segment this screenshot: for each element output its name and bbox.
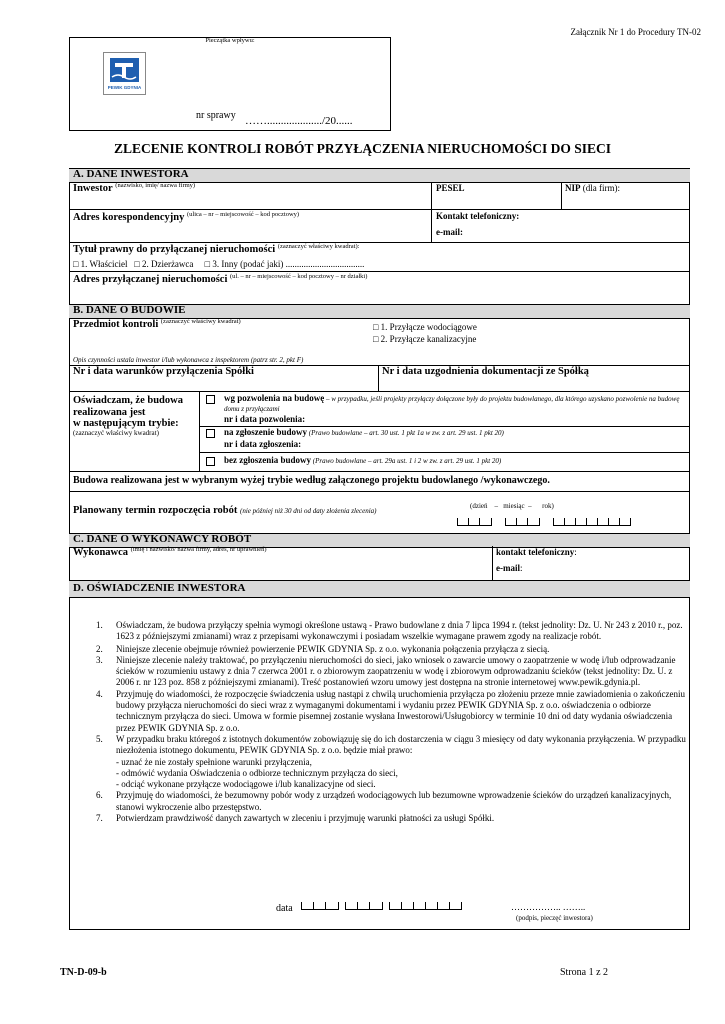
item-text: Oświadczam, że budowa przyłączy spełnia wymogi określone ustawą - Prawo budowlane z dnia 7 lipca 1994 r. (tekst jednolity: Dz. U. Nr 243 z 2010 r., poz. 1623 z późniejszymi zmianami) wraz z przepisami wykonawczymi i posiadam wszelkie wymagane prawem zgody na realizacje robót. — [116, 620, 683, 642]
notice-number-field[interactable]: nr i data zgłoszenia: — [224, 439, 302, 449]
signature-date-label: data — [276, 903, 293, 914]
option-lease[interactable]: □ 2. Dzierżawca — [134, 259, 194, 269]
contractor-field[interactable] — [73, 547, 267, 558]
permit-number-field[interactable]: nr i data pozwolenia: — [224, 414, 306, 424]
mode-notice-hint: (Prawo budowlane – art. 30 ust. 1 pkt 1a w zw. z art. 29 ust. 1 pkt 20) — [307, 429, 504, 437]
stamp-label: Pieczątka wpływu: — [205, 37, 255, 44]
item-number: 1. — [96, 620, 103, 630]
option-water-connection[interactable]: □ 1. Przyłącze wodociągowe — [373, 322, 477, 332]
declaration-subitem — [96, 768, 686, 779]
receipt-stamp-box — [69, 37, 391, 131]
inspection-subject-hint: (zaznaczyć właściwy kwadrat) — [160, 318, 241, 325]
nip-label: NIP — [565, 183, 581, 193]
contractor-phone-label: kontakt telefoniczny — [496, 547, 575, 557]
section-c-title: C. DANE O WYKONAWCY ROBÓT — [73, 533, 252, 545]
option-other[interactable]: □ 3. Inny (podać jaki) ................................... — [204, 259, 365, 269]
pesel-label: PESEL — [436, 183, 465, 193]
contractor-phone-colon: : — [574, 547, 577, 557]
contractor-email-field[interactable] — [496, 563, 523, 573]
option-owner[interactable]: □ 1. Właściciel — [73, 259, 128, 269]
nip-field[interactable] — [565, 183, 620, 193]
mode-building-permit[interactable] — [206, 393, 684, 424]
item-text: - odciąć wykonane przyłącze wodociągowe i/lub kanalizacyjne od sieci. — [116, 779, 376, 790]
declaration-item — [96, 644, 686, 655]
page-number: Strona 1 z 2 — [560, 967, 609, 978]
construction-mode-line-1: Oświadczam, że budowa — [73, 395, 183, 406]
email-label[interactable]: e-mail: — [436, 227, 463, 237]
option-sewer-connection[interactable]: □ 2. Przyłącze kanalizacyjne — [373, 334, 477, 344]
item-text: - odmówić wydania Oświadczenia o odbiorze technicznym przyłącza do sieci, — [116, 767, 398, 778]
investor-hint: (nazwisko, imię/ nazwa firmy) — [115, 182, 196, 189]
contractor-email-label: e-mail — [496, 563, 520, 573]
declaration-item — [96, 734, 686, 757]
legal-title-hint: (zaznaczyć właściwy kwadrat): — [277, 243, 360, 250]
item-text: Przyjmuję do wiadomości, że bezumowny pobór wody z urządzeń wodociągowych lub bezumowne wprowadzenie ścieków do urządzeń kanalizacyjnych, stanowi wykroczenie albo przestępstwo. — [116, 790, 672, 812]
declaration-item — [96, 689, 686, 734]
logo-text: PEWIK GDYNIA — [107, 85, 142, 90]
property-address-hint: (ul. – nr – miejscowość – kod pocztowy – nr działki) — [230, 273, 368, 280]
signature-hint: (podpis, pieczęć inwestora) — [516, 914, 593, 922]
declaration-subitem — [96, 779, 686, 790]
correspondence-address-label: Adres korespondencyjny — [73, 212, 185, 223]
mode-permit-checkbox[interactable] — [206, 395, 215, 404]
legal-title-options — [73, 259, 364, 269]
mode-no-notice-checkbox[interactable] — [206, 457, 215, 466]
inspection-subject-field — [73, 319, 241, 330]
section-b-header — [69, 304, 690, 319]
item-text: Niniejsze zlecenie obejmuje również powierzenie PEWIK GDYNIA Sp. z o.o. wykonania połączenia przyłącza z siecią. — [116, 643, 550, 654]
case-number-label: nr sprawy — [196, 110, 236, 121]
mode-notice-checkbox[interactable] — [206, 429, 215, 438]
legal-title-label: Tytuł prawny do przyłączanej nieruchomości — [73, 244, 276, 255]
construction-mode-line-3: w następującym trybie: — [73, 418, 179, 429]
mode-notice-title: na zgłoszenie budowy — [224, 427, 308, 437]
planned-start-label: Planowany termin rozpoczęcia robót — [73, 505, 238, 516]
item-number: 5. — [96, 733, 103, 744]
nip-hint: (dla firm): — [582, 183, 620, 193]
mode-no-notice[interactable] — [206, 455, 684, 465]
section-a-title: A. DANE INWESTORA — [73, 168, 189, 180]
item-number: 7. — [96, 813, 103, 824]
item-number: 2. — [96, 643, 103, 654]
declaration-item — [96, 620, 686, 643]
construction-mode-hint: (zaznaczyć właściwy kwadrat) — [73, 429, 159, 437]
property-address-label: Adres przyłączanej nieruchomości — [73, 274, 228, 285]
construction-mode-line-2: realizowana jest — [73, 406, 146, 418]
signature-line[interactable]: …………….. …….. — [511, 902, 586, 912]
planned-start-date-boxes[interactable] — [457, 514, 632, 526]
pesel-field[interactable] — [436, 183, 465, 193]
item-text: W przypadku braku któregoś z istotnych dokumentów zobowiązuję się do ich dostarczenia w ciągu 3 miesięcy od daty wykonania przyłączenia. W przypadku niezłożenia istotnego dokumentu, PEWIK GDYNIA Sp. z o.o. będzie miał prawo: — [116, 733, 686, 756]
property-address-field[interactable] — [73, 274, 367, 285]
contractor-label: Wykonawca — [73, 547, 129, 558]
annex-label: Załącznik Nr 1 do Procedury TN-02 — [570, 27, 701, 37]
item-text: Przyjmuję do wiadomości, że rozpoczęcie świadczenia usług nastąpi z chwilą uruchomienia przyłącza po złożeniu przeze mnie zawiadomienia o zakończeniu budowy przyłącza nieruchomości do sieci wraz z wymaganymi dokumentami i wydaniu przez PEWIK GDYNIA Sp. z o.o. oświadczenia o odbiorze technicznym przyłącza do sieci. Umowa w formie pisemnej zostanie wysłana Inwestorowi/Usługobiorcy w terminie 10 dni od daty wydania oświadczenia przez PEWIK GDYNIA Sp. z o.o. — [116, 688, 686, 733]
planned-start-hint: (nie później niż 30 dni od daty złożenia zlecenia) — [240, 507, 377, 515]
mode-construction-notice[interactable] — [206, 427, 684, 450]
investor-label: Inwestor — [73, 183, 113, 194]
mode-permit-title: wg pozwolenia na budowę — [224, 393, 325, 403]
company-logo — [103, 52, 146, 95]
item-text: Niniejsze zlecenie należy traktować, po przyłączeniu nieruchomości do sieci, jako wniosek o zawarcie umowy o zaopatrzenie w wodę i/lub odprowadzanie ścieków w rozumieniu ustawy z dnia 7 czerwca 2001 r. o zbiorowym zaopatrzeniu w wodę i zbiorowym odprowadzaniu ścieków (tekst jednolity: Dz. U. z 2006 r. nr 123 poz. 858 z późniejszymi zmianami). Treść postanowień wzoru umowy jest dostępna na stronie internetowej www.pewik.gdynia.pl. — [116, 654, 676, 688]
document-code: TN-D-09-b — [60, 967, 107, 978]
date-format-hint: (dzień – miesiąc – rok) — [470, 502, 554, 510]
case-number-field[interactable]: ……..................../20...... — [245, 115, 353, 127]
legal-title-field — [73, 244, 359, 255]
project-statement: Budowa realizowana jest w wybranym wyżej trybie według załączonego projektu budowlanego /wykonawczego. — [73, 475, 550, 486]
mode-permit-hint: – w przypadku, jeśli projekty przyłączy dołączone były do projektu budowlanego, dla którego uzyskano pozwolenie na budowę domu z przyłączami — [224, 395, 680, 413]
declaration-list — [96, 620, 686, 824]
correspondence-address-hint: (ulica – nr – miejscowość – kod pocztowy) — [186, 211, 300, 218]
section-d-title: D. OŚWIADCZENIE INWESTORA — [73, 582, 246, 594]
declaration-subitem — [96, 757, 686, 768]
contractor-email-colon: : — [520, 563, 523, 573]
item-text: Potwierdzam prawdziwość danych zawartych w zleceniu i przyjmuję warunki płatności za usługi Spółki. — [116, 813, 495, 824]
item-number: 6. — [96, 790, 103, 801]
section-b-title: B. DANE O BUDOWIE — [73, 304, 186, 316]
documentation-agreement-field[interactable]: Nr i data uzgodnienia dokumentacji ze Spółką — [382, 366, 589, 377]
declaration-item — [96, 813, 686, 824]
declaration-item — [96, 655, 686, 689]
item-text: - uznać że nie zostały spełnione warunki przyłączenia, — [116, 756, 312, 767]
planned-start-field — [73, 505, 377, 516]
construction-mode-label — [73, 395, 183, 430]
mode-no-notice-title: bez zgłoszenia budowy — [224, 455, 312, 465]
section-a-header — [69, 168, 690, 183]
phone-label[interactable]: Kontakt telefoniczny: — [436, 211, 520, 221]
mode-no-notice-hint: (Prawo budowlane – art. 29a ust. 1 i 2 w zw. z art. 29 ust. 1 pkt 20) — [311, 457, 502, 465]
declaration-item — [96, 790, 686, 813]
document-title: ZLECENIE KONTROLI ROBÓT PRZYŁĄCZENIA NIERUCHOMOŚCI DO SIECI — [113, 141, 612, 156]
item-number: 4. — [96, 688, 103, 699]
contractor-hint: (imię i nazwisko/ nazwa firmy, adres, nr uprawnień) — [130, 546, 267, 553]
connection-conditions-field[interactable]: Nr i data warunków przyłączenia Spółki — [73, 366, 254, 377]
signature-date-boxes[interactable] — [301, 899, 461, 911]
section-d-header — [69, 580, 690, 598]
contractor-phone-field[interactable] — [496, 547, 577, 557]
correspondence-address-field[interactable] — [73, 212, 299, 223]
activity-note: Opis czynności ustala inwestor i/lub wykonawca z inspektorem (patrz str. 2, pkt F) — [73, 356, 304, 364]
inspection-subject-label: Przedmiot kontroli — [73, 319, 159, 330]
item-number: 3. — [96, 654, 103, 665]
investor-field[interactable] — [73, 183, 195, 194]
